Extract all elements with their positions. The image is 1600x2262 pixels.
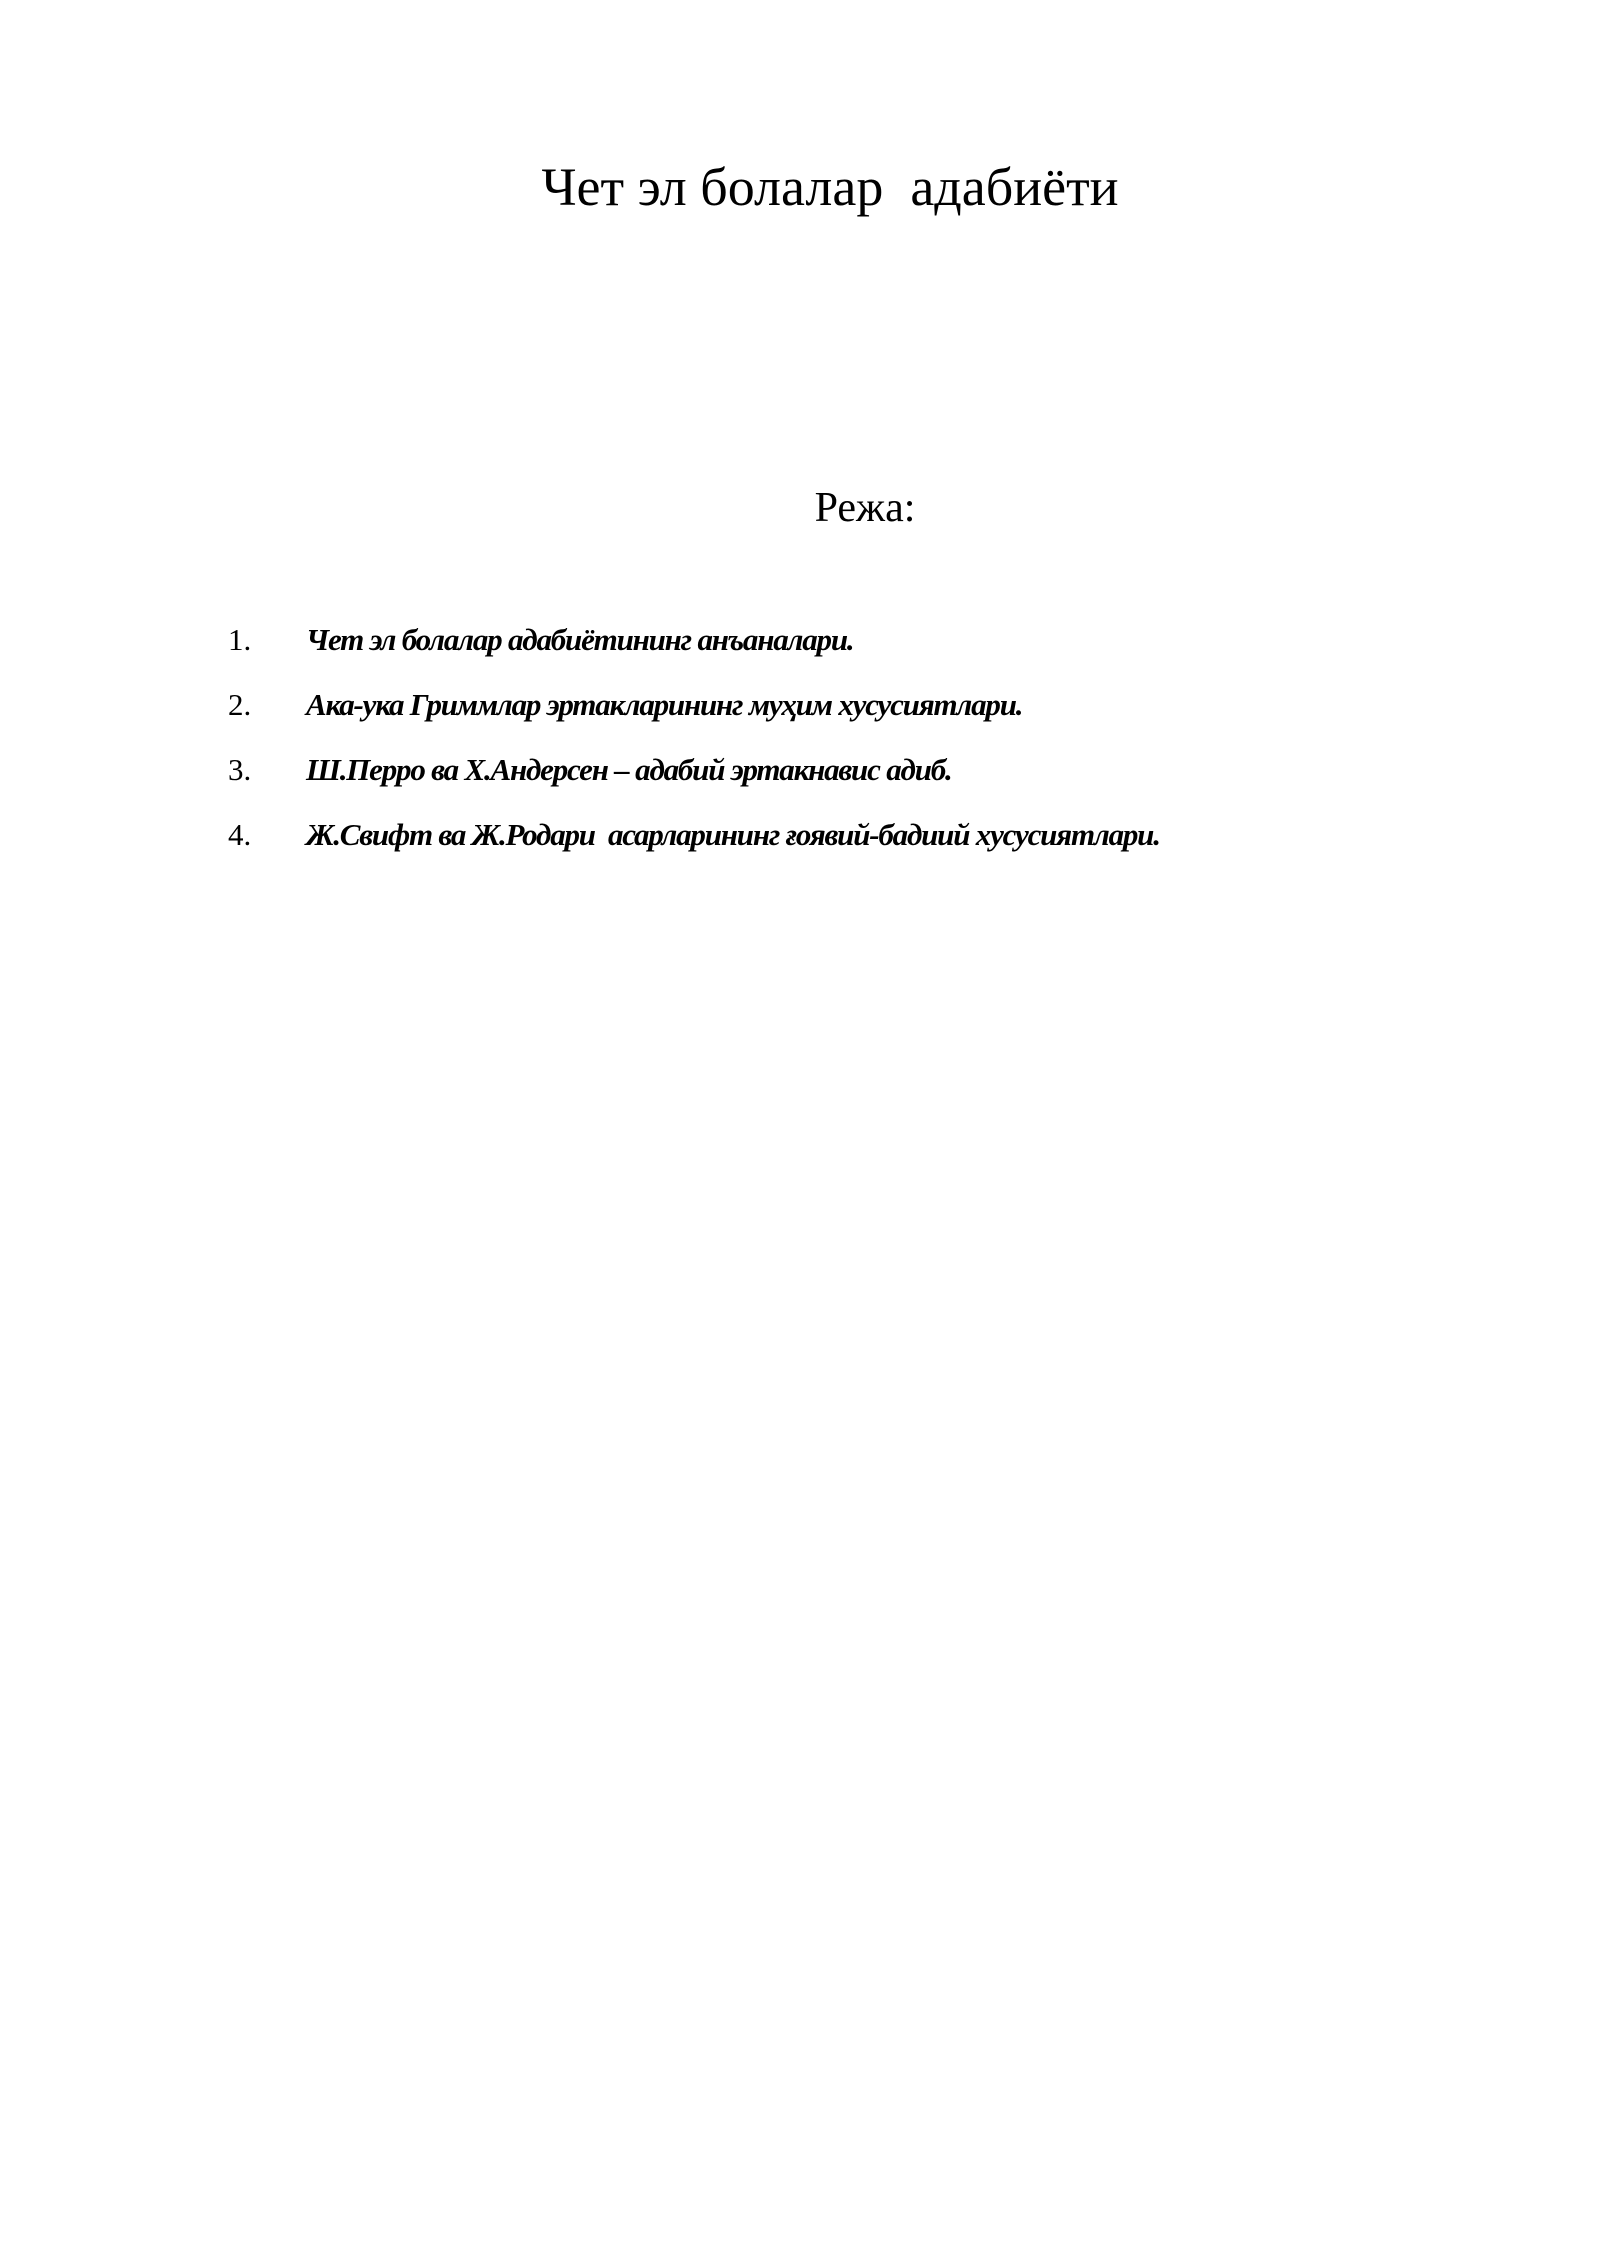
plan-heading: Режа: [814, 485, 916, 531]
plan-item [228, 687, 1160, 752]
plan-item-number: 1. [228, 622, 252, 657]
document-title: Чет эл болалар адабиёти [541, 157, 1119, 217]
plan-item-number: 3. [228, 752, 252, 787]
plan-item-number: 4. [228, 817, 252, 852]
plan-list [228, 622, 1160, 882]
plan-item-text: Ака-ука Гриммлар эртакларининг муҳим хусусиятлари. [306, 687, 1023, 722]
plan-item-text: Ш.Перро ва Х.Андерсен – адабий эртакнавис адиб. [306, 752, 952, 787]
plan-item-text: Ж.Свифт ва Ж.Родари асарларининг ғоявий-бадиий хусусиятлари. [306, 817, 1160, 852]
plan-item [228, 752, 1160, 817]
plan-item-number: 2. [228, 687, 252, 722]
plan-item-text: Чет эл болалар адабиётининг анъаналари. [306, 622, 854, 657]
plan-item [228, 817, 1160, 882]
plan-item [228, 622, 1160, 687]
